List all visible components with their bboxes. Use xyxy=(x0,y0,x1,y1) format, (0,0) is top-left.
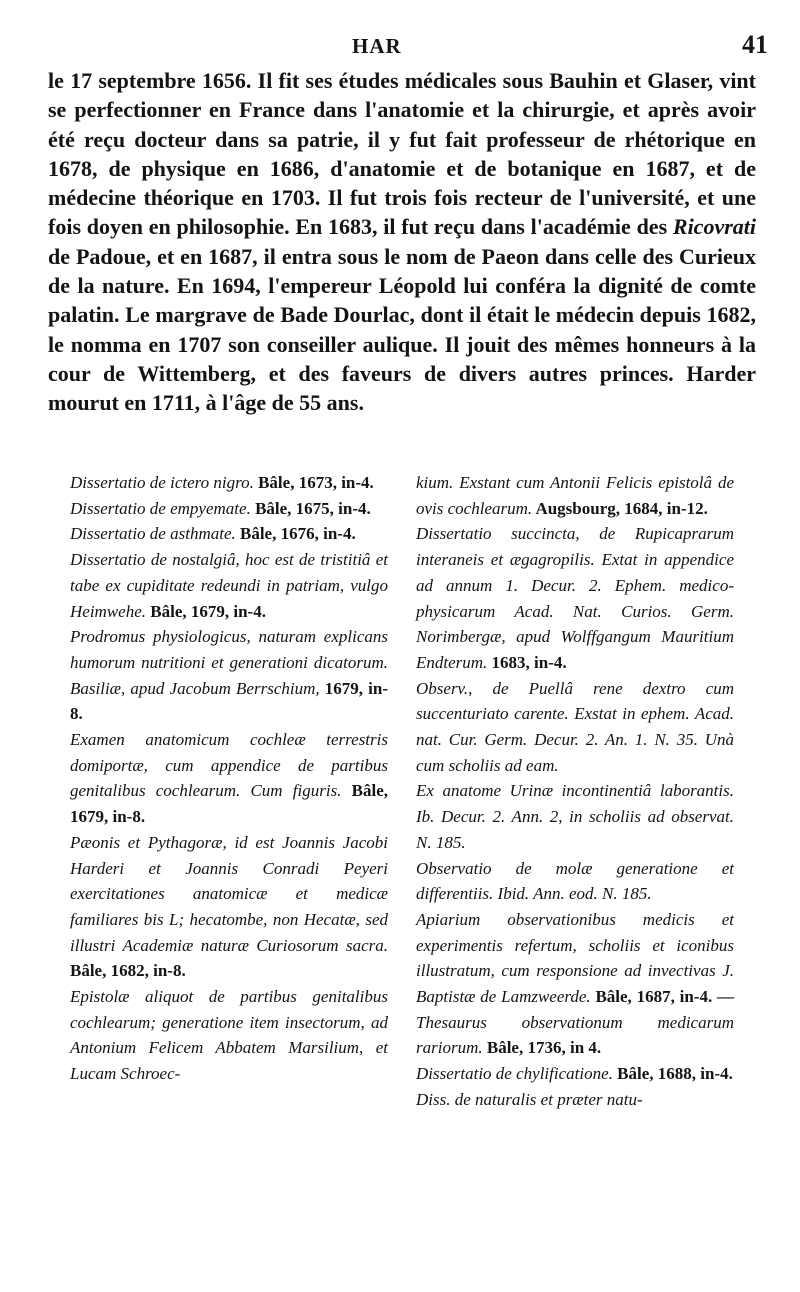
entry-title: kium. Exstant cum Antonii Felicis epistolâ de ovis cochlearum. xyxy=(416,473,734,518)
entry-imprint: Augsbourg, 1684, in-12. xyxy=(532,498,708,518)
entry-title: Pæonis et Pythagoræ, id est Joannis Jacobi Harderi et Joannis Conradi Peyeri exercitationes anatomicæ et medicæ familiares bis L; hecatombe, non Hecatæ, sed illustri Academiæ naturæ Curiosorum sacra. xyxy=(70,832,388,955)
entry-title: Prodromus physiologicus, naturam explicans humorum nutritioni et generationi dicatorum. Basiliæ, apud Jacobum Berrschium, xyxy=(70,627,388,698)
entry-title: Ex anatome Urinæ incontinentiâ laborantis. Ib. Decur. 2. Ann. 2, in scholiis ad observat. N. 185. xyxy=(416,781,734,852)
entry-imprint: Bâle, 1687, in-4. — xyxy=(590,987,734,1007)
bibliography-entry xyxy=(416,1061,734,1087)
bibliography-entry-continuation xyxy=(416,470,734,521)
entry-title: Dissertatio de nostalgiâ, hoc est de tristitiâ et tabe ex cupiditate redeundi in patriam, vulgo Heimwehe. xyxy=(70,550,388,621)
bibliography-entry xyxy=(416,778,734,855)
bibliography-entry xyxy=(70,470,388,496)
entry-imprint: Bâle, 1673, in-4. xyxy=(253,473,374,492)
entry-imprint: Bâle, 1688, in-4. xyxy=(612,1064,733,1084)
bibliography-entry xyxy=(70,830,388,984)
entry-title: Dissertatio de asthmate. xyxy=(70,524,236,544)
bibliography xyxy=(70,470,760,1270)
entry-title: Dissertatio de chylificatione. xyxy=(416,1064,613,1084)
page-header xyxy=(0,30,800,70)
bibliography-right-column xyxy=(416,470,734,1113)
entry-imprint: Bâle, 1675, in-4. xyxy=(250,498,371,518)
entry-title: Dissertatio succincta, de Rupicaprarum interaneis et ægagropilis. Extat in appendice ad annum 1. Decur. 2. Ephem. medico-physicarum Acad. Nat. Curios. Germ. Norimbergæ, apud Wolffgangum Mauritium Endterum. xyxy=(416,524,734,672)
entry-imprint-2: Bâle, 1736, in 4. xyxy=(482,1038,602,1058)
bibliography-entry xyxy=(70,984,388,1087)
bibliography-entry xyxy=(416,521,734,675)
biography-paragraph xyxy=(48,66,756,418)
entry-title-2: Thesaurus observationum medicarum rariorum. xyxy=(416,1012,734,1058)
biography-italic-ricovrati: Ricovrati xyxy=(672,214,756,240)
entry-title: Dissertatio de empyemate. xyxy=(70,498,251,518)
bibliography-left-column xyxy=(70,470,388,1087)
bibliography-entry xyxy=(416,1087,734,1113)
bibliography-entry xyxy=(70,624,388,727)
page-number: 41 xyxy=(742,30,768,59)
bibliography-entry xyxy=(416,676,734,779)
entry-title: Examen anatomicum cochleæ terrestris domiportæ, cum appendice de partibus genitalibus cochlearum. Cum figuris. xyxy=(70,730,388,801)
entry-title: Apiarium observationibus medicis et experimentis refertum, scholiis et iconibus illustratum, cum responsione ad invectivas J. Baptistæ de Lamzweerde. xyxy=(416,909,734,1007)
entry-imprint: 1683, in-4. xyxy=(487,652,567,672)
biography-text-2: de Padoue, et en 1687, il entra sous le nom de Paeon dans celle des Curieux de la nature. En 1694, l'empereur Léopold lui conféra la dignité de comte palatin. Le margrave de Bade Dourlac, dont il était le médecin depuis 1682, le nomma en 1707 son conseiller aulique. Il jouit des mêmes honneurs à la cour de Wittemberg, et des faveurs de divers autres princes. Harder mourut en 1711, à l'âge de 55 ans. xyxy=(48,243,756,416)
entry-imprint: Bâle, 1679, in-4. xyxy=(146,601,266,621)
entry-title: Diss. de naturalis et præter natu- xyxy=(416,1089,643,1109)
entry-imprint: Bâle, 1676, in-4. xyxy=(235,524,356,544)
bibliography-entry xyxy=(416,907,734,1061)
entry-title: Observ., de Puellâ rene dextro cum succenturiato carente. Exstat in ephem. Acad. nat. Cur. Germ. Decur. 2. An. 1. N. 35. Unà cum scholiis ad eam. xyxy=(416,678,734,775)
biography-text-1: le 17 septembre 1656. Il fit ses études médicales sous Bauhin et Glaser, vint se perfectionner en France dans l'anatomie et la chirurgie, et après avoir été reçu docteur dans sa patrie, il y fut fait professeur de rhétorique en 1678, de physique en 1686, d'anatomie et de botanique en 1687, et de médecine théorique en 1703. Il fut trois fois recteur de l'université, et une fois doyen en philosophie. En 1683, il fut reçu dans l'académie des xyxy=(48,68,756,240)
entry-imprint: 1679, in-8. xyxy=(70,678,388,724)
bibliography-entry xyxy=(70,547,388,624)
bibliography-entry xyxy=(416,856,734,907)
bibliography-entry xyxy=(70,727,388,830)
running-head: HAR xyxy=(352,34,402,58)
entry-imprint: Bâle, 1679, in-8. xyxy=(70,781,388,827)
bibliography-entry xyxy=(70,496,388,522)
entry-title: Epistolæ aliquot de partibus genitalibus cochlearum; generatione item insectorum, ad Antonium Felicem Abbatem Marsilium, et Lucam Schroec- xyxy=(70,987,388,1084)
entry-title: Observatio de molæ generatione et differentiis. Ibid. Ann. eod. N. 185. xyxy=(416,858,734,904)
entry-imprint: Bâle, 1682, in-8. xyxy=(70,961,186,981)
bibliography-entry xyxy=(70,521,388,547)
entry-title: Dissertatio de ictero nigro. xyxy=(70,473,254,492)
